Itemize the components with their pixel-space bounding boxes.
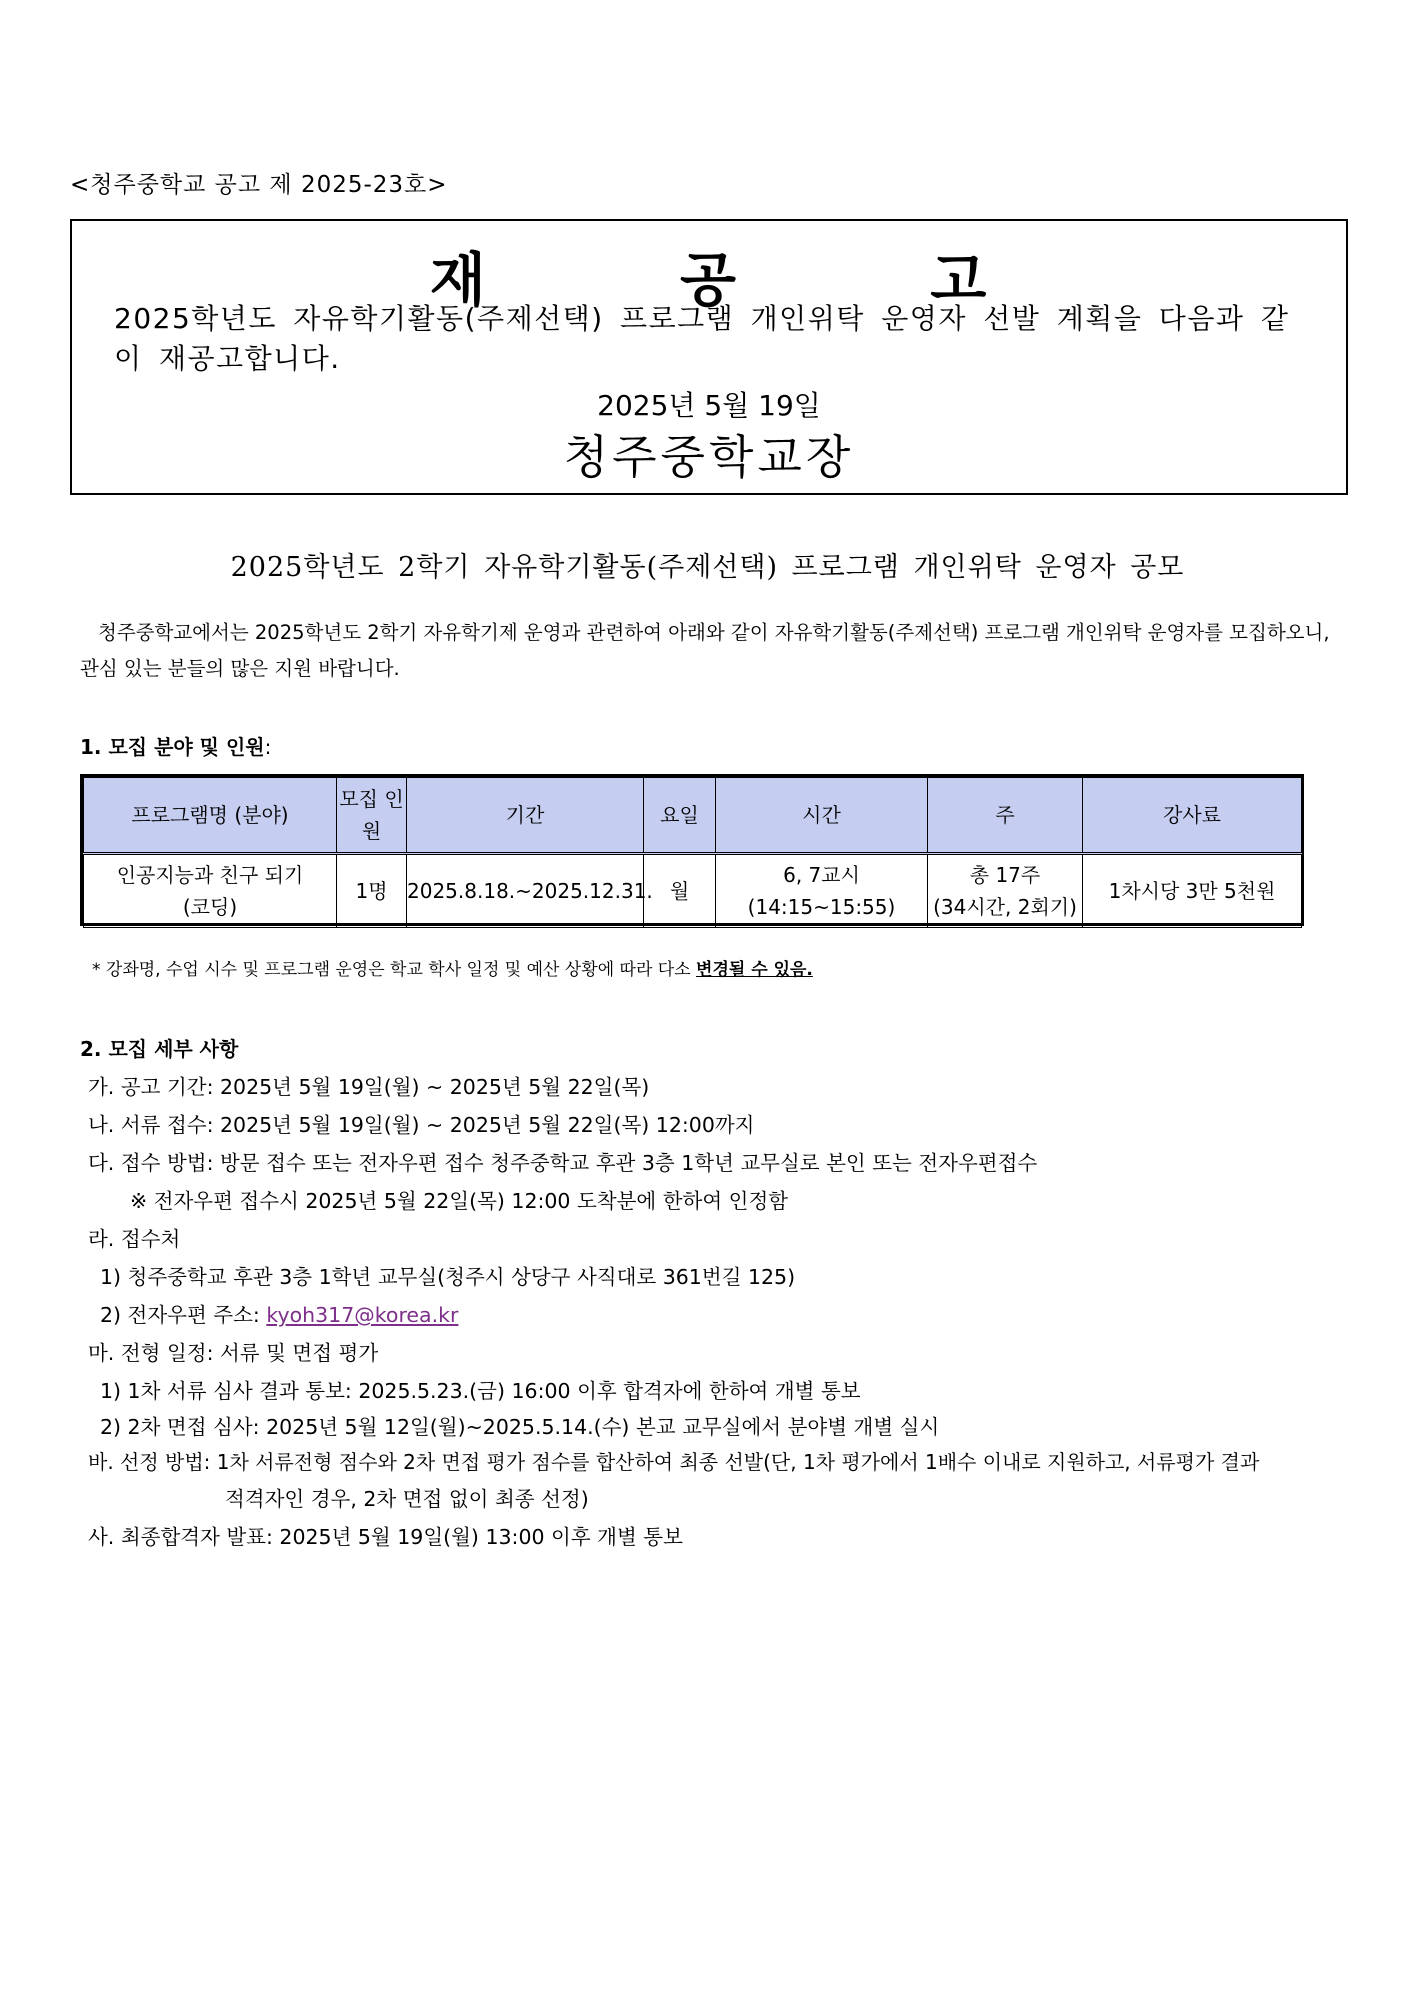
- item-ma-2: 2) 2차 면접 심사: 2025년 5월 12일(월)~2025.5.14.(수) 본교 교무실에서 분야별 개별 실시: [100, 1415, 940, 1439]
- header-fee: 강사료: [1083, 778, 1302, 854]
- header-count: 모집 인원: [337, 778, 407, 854]
- notice-box: [70, 219, 1348, 495]
- table-row: [84, 854, 1302, 928]
- header-day: 요일: [644, 778, 716, 854]
- header-period: 기간: [407, 778, 644, 854]
- item-na: 나. 서류 접수: 2025년 5월 19일(월) ~ 2025년 5월 22일(목) 12:00까지: [88, 1113, 755, 1137]
- item-sa: 사. 최종합격자 발표: 2025년 5월 19일(월) 13:00 이후 개별 통보: [88, 1525, 683, 1549]
- item-ra: 라. 접수처: [88, 1227, 181, 1251]
- cell-weeks: 총 17주 (34시간, 2회기): [928, 854, 1083, 928]
- item-da-note: ※ 전자우편 접수시 2025년 5월 22일(목) 12:00 도착분에 한하여 인정함: [130, 1189, 789, 1213]
- section-1-title: 1. 모집 분야 및 인원:: [80, 735, 272, 759]
- header-weeks: 주: [928, 778, 1083, 854]
- notice-number: <청주중학교 공고 제 2025-23호>: [70, 172, 448, 198]
- item-ra-1: 1) 청주중학교 후관 3층 1학년 교무실(청주시 상당구 사직대로 361번길 125): [100, 1265, 796, 1289]
- cell-time: 6, 7교시 (14:15~15:55): [716, 854, 928, 928]
- notice-date: 2025년 5월 19일: [597, 389, 821, 422]
- header-program: 프로그램명 (분야): [84, 778, 337, 854]
- item-ra-2: 2) 전자우편 주소: kyoh317@korea.kr: [100, 1303, 459, 1327]
- item-ma-1: 1) 1차 서류 심사 결과 통보: 2025.5.23.(금) 16:00 이후 합격자에 한하여 개별 통보: [100, 1379, 861, 1403]
- cell-program: 인공지능과 친구 되기 (코딩): [84, 854, 337, 928]
- recruitment-table: [80, 774, 1304, 926]
- item-da: 다. 접수 방법: 방문 접수 또는 전자우편 접수 청주중학교 후관 3층 1학년 교무실로 본인 또는 전자우편접수: [88, 1151, 1038, 1175]
- table-header-row: [84, 778, 1302, 854]
- email-link[interactable]: kyoh317@korea.kr: [266, 1303, 459, 1327]
- cell-period: 2025.8.18.~2025.12.31.: [407, 854, 644, 928]
- item-ba-cont: 적격자인 경우, 2차 면접 없이 최종 선정): [225, 1487, 589, 1511]
- cell-count: 1명: [337, 854, 407, 928]
- header-time: 시간: [716, 778, 928, 854]
- intro-paragraph: 청주중학교에서는 2025학년도 2학기 자유학기제 운영과 관련하여 아래와 같이 자유학기활동(주제선택) 프로그램 개인위탁 운영자를 모집하오니, 관심 있는 분들의 많은 지원 바랍니다.: [80, 621, 1330, 680]
- item-ba: 바. 선정 방법: 1차 서류전형 점수와 2차 면접 평가 점수를 합산하여 최종 선발(단, 1차 평가에서 1배수 이내로 지원하고, 서류평가 결과: [88, 1450, 1260, 1474]
- section-2-title: 2. 모집 세부 사항: [80, 1037, 239, 1061]
- cell-day: 월: [644, 854, 716, 928]
- document-heading: 2025학년도 2학기 자유학기활동(주제선택) 프로그램 개인위탁 운영자 공모: [230, 552, 1185, 583]
- item-ma: 마. 전형 일정: 서류 및 면접 평가: [88, 1341, 379, 1365]
- item-ga: 가. 공고 기간: 2025년 5월 19일(월) ~ 2025년 5월 22일(목): [88, 1075, 650, 1099]
- notice-signature: 청주중학교장: [563, 430, 855, 484]
- table-note: * 강좌명, 수업 시수 및 프로그램 운영은 학교 학사 일정 및 예산 상황에 따라 다소 변경될 수 있음.: [92, 960, 813, 980]
- notice-title: 재 공 고: [429, 246, 989, 314]
- notice-body: 2025학년도 자유학기활동(주제선택) 프로그램 개인위탁 운영자 선발 계획을 다음과 같이 재공고합니다.: [114, 302, 1290, 375]
- cell-fee: 1차시당 3만 5천원: [1083, 854, 1302, 928]
